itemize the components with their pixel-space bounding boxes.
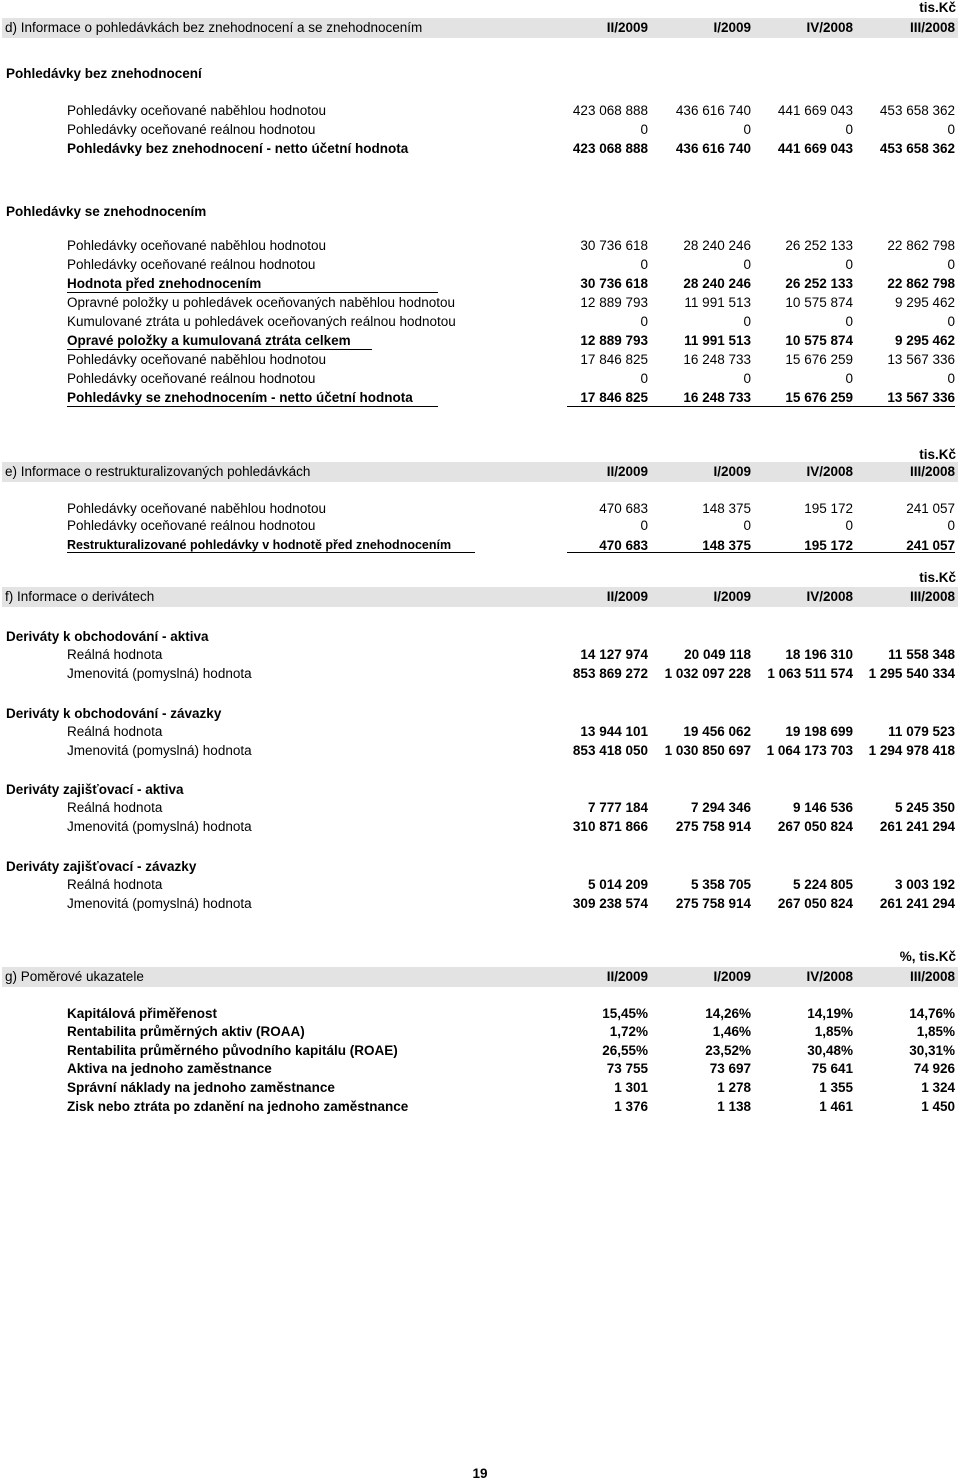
period-header: II/2009 [606,969,648,984]
row-label: Kumulované ztráta u pohledávek oceňovaných reálnou hodnotou [67,314,456,329]
value-cell: 22 862 798 [887,276,955,291]
value-cell: 14,76% [909,1006,955,1021]
value-cell: 19 198 699 [785,724,853,739]
value-cell: 1 063 511 574 [767,666,853,681]
value-cell: 1 030 850 697 [664,743,751,758]
value-cell: 853 418 050 [572,743,648,758]
value-cell: 1,72% [609,1024,648,1039]
row-label: Reálná hodnota [67,724,163,739]
value-cell: 9 295 462 [894,333,955,348]
row-label: Správní náklady na jednoho zaměstnance [67,1080,335,1095]
value-cell: 16 248 733 [683,352,751,367]
value-cell: 5 014 209 [587,877,648,892]
value-cell: 853 869 272 [572,666,648,681]
value-cell: 0 [845,314,853,329]
row-label: Pohledávky oceňované reálnou hodnotou [67,122,316,137]
value-cell: 18 196 310 [785,647,853,662]
value-cell: 11 991 513 [684,333,751,348]
period-header: II/2009 [606,589,648,604]
value-cell: 441 669 043 [777,103,853,118]
value-cell: 19 456 062 [683,724,751,739]
row-label: Reálná hodnota [67,800,163,815]
value-cell: 0 [743,371,751,386]
period-header: I/2009 [713,20,751,35]
value-cell: 195 172 [804,538,853,553]
unit-label: tis.Kč [919,447,956,462]
value-cell: 241 057 [906,501,955,516]
value-cell: 15 676 259 [785,390,853,405]
period-header: IV/2008 [806,464,853,479]
period-header: I/2009 [713,589,751,604]
value-cell: 30,48% [807,1043,853,1058]
value-cell: 0 [640,122,648,137]
value-cell: 30 736 618 [580,238,648,253]
period-header: III/2008 [909,589,955,604]
row-label: Hodnota před znehodnocením [67,276,262,291]
value-cell: 14,26% [705,1006,751,1021]
row-label: Pohledávky oceňované reálnou hodnotou [67,371,316,386]
period-header: IV/2008 [806,20,853,35]
section-title: f) Informace o derivátech [5,589,155,604]
period-header: IV/2008 [806,969,853,984]
value-cell: 0 [947,122,955,137]
total-underline [67,349,372,350]
value-cell: 7 294 346 [690,800,751,815]
value-cell: 1 032 097 228 [664,666,751,681]
row-label: Jmenovitá (pomyslná) hodnota [67,666,252,681]
value-cell: 1 324 [921,1080,955,1095]
row-label: Pohledávky oceňované naběhlou hodnotou [67,103,326,118]
value-cell: 148 375 [702,501,751,516]
period-header: II/2009 [606,464,648,479]
value-cell: 30,31% [909,1043,955,1058]
value-cell: 423 068 888 [572,141,648,156]
value-cell: 12 889 793 [580,333,648,348]
value-cell: 275 758 914 [675,896,751,911]
value-cell: 453 658 362 [879,103,955,118]
period-header: I/2009 [713,464,751,479]
total-underline [567,552,955,553]
value-cell: 1 450 [921,1099,955,1114]
value-cell: 5 224 805 [792,877,853,892]
group-title: Pohledávky bez znehodnocení [6,66,202,81]
value-cell: 1 064 173 703 [766,743,853,758]
period-header: III/2008 [909,969,955,984]
value-cell: 12 889 793 [580,295,648,310]
value-cell: 470 683 [599,501,648,516]
value-cell: 0 [845,122,853,137]
row-label: Rentabilita průměrného původního kapitálu (ROAE) [67,1043,398,1058]
value-cell: 0 [845,518,853,533]
value-cell: 1,46% [712,1024,751,1039]
total-underline [67,292,438,293]
value-cell: 15,45% [602,1006,648,1021]
value-cell: 241 057 [906,538,955,553]
value-cell: 11 991 513 [684,295,751,310]
section-title: e) Informace o restrukturalizovaných pohledávkách [5,464,311,479]
value-cell: 1 376 [614,1099,648,1114]
group-title: Deriváty zajišťovací - aktiva [6,782,184,797]
value-cell: 1,85% [814,1024,853,1039]
period-header: IV/2008 [806,589,853,604]
value-cell: 15 676 259 [785,352,853,367]
value-cell: 1 355 [819,1080,853,1095]
value-cell: 1 278 [717,1080,751,1095]
unit-label: tis.Kč [919,570,956,585]
value-cell: 0 [640,314,648,329]
value-cell: 1 294 978 418 [868,743,955,758]
value-cell: 309 238 574 [572,896,648,911]
group-title: Deriváty k obchodování - aktiva [6,629,209,644]
value-cell: 0 [947,314,955,329]
row-label: Jmenovitá (pomyslná) hodnota [67,819,252,834]
period-header: II/2009 [606,20,648,35]
value-cell: 26,55% [602,1043,648,1058]
value-cell: 17 846 825 [580,352,648,367]
group-title: Deriváty k obchodování - závazky [6,706,222,721]
value-cell: 0 [640,518,648,533]
section-title: g) Poměrové ukazatele [5,969,144,984]
value-cell: 0 [743,122,751,137]
period-header: I/2009 [713,969,751,984]
value-cell: 261 241 294 [879,819,955,834]
value-cell: 148 375 [702,538,751,553]
value-cell: 1 301 [614,1080,648,1095]
value-cell: 275 758 914 [675,819,751,834]
row-label: Reálná hodnota [67,647,163,662]
row-label: Aktiva na jednoho zaměstnance [67,1061,272,1076]
value-cell: 5 358 705 [690,877,751,892]
row-label: Kapitálová přiměřenost [67,1006,218,1021]
row-label: Rentabilita průměrných aktiv (ROAA) [67,1024,305,1039]
row-label: Jmenovitá (pomyslná) hodnota [67,743,252,758]
row-label: Pohledávky se znehodnocením - netto účetní hodnota [67,390,413,405]
value-cell: 0 [845,257,853,272]
value-cell: 0 [947,518,955,533]
value-cell: 1 461 [819,1099,853,1114]
value-cell: 1 138 [717,1099,751,1114]
row-label: Pohledávky bez znehodnocení - netto účetní hodnota [67,141,409,156]
value-cell: 13 944 101 [580,724,648,739]
value-cell: 11 079 523 [888,724,955,739]
value-cell: 30 736 618 [580,276,648,291]
total-underline [67,552,475,553]
value-cell: 0 [743,518,751,533]
value-cell: 9 146 536 [792,800,853,815]
value-cell: 10 575 874 [785,333,853,348]
value-cell: 20 049 118 [684,647,751,662]
value-cell: 28 240 246 [683,238,751,253]
value-cell: 13 567 336 [887,390,955,405]
section-title: d) Informace o pohledávkách bez znehodnocení a se znehodnocením [5,20,423,35]
period-header: III/2008 [909,464,955,479]
row-label: Restrukturalizované pohledávky v hodnotě před znehodnocením [67,538,452,552]
row-label: Zisk nebo ztráta po zdanění na jednoho zaměstnance [67,1099,409,1114]
value-cell: 1 295 540 334 [868,666,955,681]
value-cell: 26 252 133 [785,276,853,291]
value-cell: 13 567 336 [887,352,955,367]
value-cell: 0 [743,257,751,272]
value-cell: 0 [845,371,853,386]
row-label: Pohledávky oceňované reálnou hodnotou [67,257,316,272]
value-cell: 23,52% [705,1043,751,1058]
value-cell: 436 616 740 [675,141,751,156]
unit-label: %, tis.Kč [899,949,956,964]
value-cell: 310 871 866 [572,819,648,834]
value-cell: 3 003 192 [894,877,955,892]
value-cell: 74 926 [913,1061,955,1076]
value-cell: 11 558 348 [888,647,955,662]
value-cell: 14,19% [807,1006,853,1021]
group-title: Deriváty zajišťovací - závazky [6,859,197,874]
value-cell: 267 050 824 [777,896,853,911]
value-cell: 267 050 824 [777,819,853,834]
value-cell: 5 245 350 [894,800,955,815]
value-cell: 26 252 133 [785,238,853,253]
value-cell: 436 616 740 [675,103,751,118]
value-cell: 0 [947,371,955,386]
row-label: Pohledávky oceňované reálnou hodnotou [67,518,316,533]
value-cell: 22 862 798 [887,238,955,253]
value-cell: 17 846 825 [580,390,648,405]
value-cell: 28 240 246 [683,276,751,291]
unit-label: tis.Kč [919,0,956,15]
value-cell: 0 [640,371,648,386]
value-cell: 9 295 462 [894,295,955,310]
group-title: Pohledávky se znehodnocením [6,204,207,219]
value-cell: 73 755 [606,1061,648,1076]
row-label: Reálná hodnota [67,877,163,892]
page-number: 19 [472,1466,488,1481]
value-cell: 1,85% [916,1024,955,1039]
total-underline [567,406,955,407]
row-label: Pohledávky oceňované naběhlou hodnotou [67,501,326,516]
value-cell: 7 777 184 [587,800,648,815]
total-underline [67,406,438,407]
row-label: Jmenovitá (pomyslná) hodnota [67,896,252,911]
value-cell: 423 068 888 [572,103,648,118]
row-label: Pohledávky oceňované naběhlou hodnotou [67,352,326,367]
value-cell: 73 697 [709,1061,751,1076]
period-header: III/2008 [909,20,955,35]
value-cell: 0 [640,257,648,272]
value-cell: 453 658 362 [879,141,955,156]
value-cell: 14 127 974 [580,647,648,662]
value-cell: 470 683 [599,538,648,553]
value-cell: 195 172 [804,501,853,516]
value-cell: 441 669 043 [777,141,853,156]
row-label: Pohledávky oceňované naběhlou hodnotou [67,238,326,253]
value-cell: 75 641 [811,1061,853,1076]
value-cell: 16 248 733 [683,390,751,405]
value-cell: 0 [947,257,955,272]
row-label: Opravé položky a kumulovaná ztráta celkem [67,333,351,348]
value-cell: 261 241 294 [879,896,955,911]
value-cell: 0 [743,314,751,329]
row-label: Opravné položky u pohledávek oceňovaných naběhlou hodnotou [67,295,456,310]
value-cell: 10 575 874 [785,295,853,310]
